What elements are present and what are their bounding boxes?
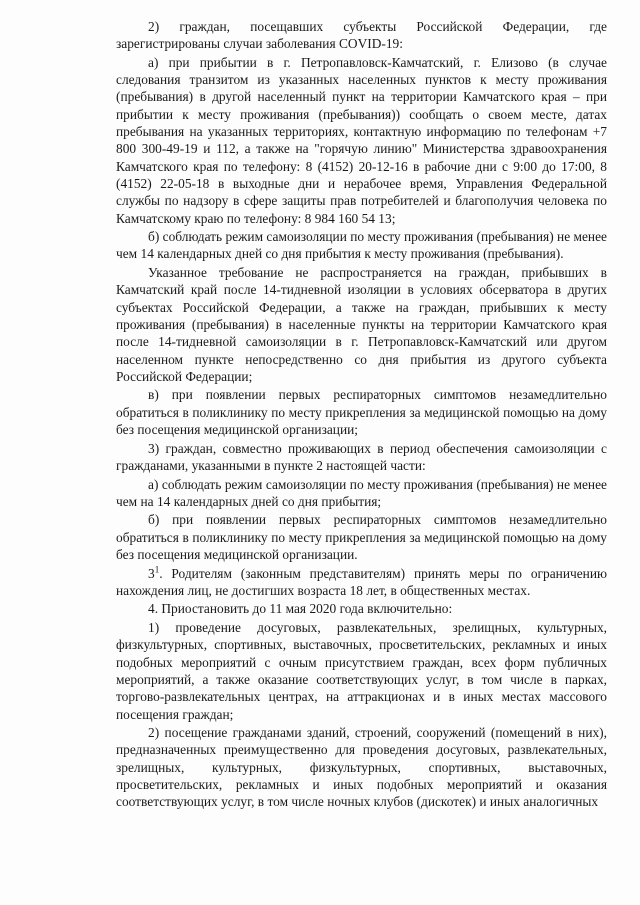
clause-superscript: 1 xyxy=(154,564,160,575)
document-body xyxy=(116,18,607,812)
clause-text: . Родителям (законным представителям) принять меры по ограничению нахождения лиц, не достигших возраста 18 лет, в общественных местах. xyxy=(116,565,607,598)
paragraph-3-1 xyxy=(116,565,607,600)
paragraph-4-2: 2) посещение гражданами зданий, строений, сооружений (помещений в них), предназначенных преимущественно для проведения досуговых, развлекательных, зрелищных, культурных, физкультурных, спортивных, выставочных, просветительских, рекламных и иных подобных мероприятий и оказания соответствующих услуг, в том числе ночных клубов (дискотек) и иных аналогичных xyxy=(116,725,607,810)
clause-number: 3 xyxy=(148,565,155,581)
paragraph-3a: а) соблюдать режим самоизоляции по месту проживания (пребывания) не менее чем на 14 календарных дней со дня прибытия; xyxy=(116,476,607,509)
paragraph-4: 4. Приостановить до 11 мая 2020 года включительно: xyxy=(148,601,453,617)
paragraph-2b: б) соблюдать режим самоизоляции по месту проживания (пребывания) не менее чем 14 календарных дней со дня прибытия к месту проживания (пребывания). xyxy=(116,229,607,262)
paragraph-4-1: 1) проведение досуговых, развлекательных, зрелищных, культурных, физкультурных, спортивных, выставочных, просветительских, рекламных и иных подобных мероприятий с очным присутствием граждан, всех форм публичных мероприятий, а также оказание соответствующих услуг, в том числе в парках, торгово-развлекательных центрах, на аттракционах и в иных местах массового посещения граждан; xyxy=(116,620,607,722)
paragraph-3b: б) при появлении первых респираторных симптомов незамедлительно обратиться в поликлинику по месту прикрепления за медицинской помощью на дому без посещения медицинской организации. xyxy=(116,512,607,562)
paragraph-3: 3) граждан, совместно проживающих в период обеспечения самоизоляции с гражданами, указанными в пункте 2 настоящей части: xyxy=(116,440,607,473)
paragraph-2v: в) при появлении первых респираторных симптомов незамедлительно обратиться в поликлинику по месту прикрепления за медицинской помощью на дому без посещения медицинской организации; xyxy=(116,387,607,438)
paragraph-2: 2) граждан, посещавших субъекты Российской Федерации, где зарегистрированы случаи заболевания COVID-19: xyxy=(116,19,607,52)
paragraph-2a: а) при прибытии в г. Петропавловск-Камчатский, г. Елизово (в случае следования транзитом из указанных населенных пунктов к месту проживания (пребывания) в другой населенный пункт на территории Камчатского края – при прибытии к месту проживания (пребывания)) сообщать о своем месте, датах пребывания на указанных территориях, контактную информацию по телефонам +7 800 300-49-19 и 112, а также на "горячую линию" Министерства здравоохранения Камчатского края по телефону: 8 (4152) 20-12-16 в рабочие дни с 9:00 до 17:00, 8 (4152) 22-05-18 в выходные дни и нерабочее время, Управления Федеральной службы по надзору в сфере защиты прав потребителей и благополучия человека по Камчатскому краю по телефону: 8 984 160 54 13; xyxy=(116,54,607,226)
paragraph-exception: Указанное требование не распространяется на граждан, прибывших в Камчатский край после 14-тидневной изоляции в условиях обсерватора в других субъектах Российской Федерации, а также на граждан, прибывших к месту проживания (пребывания) в населенные пункты на территории Камчатского края после 14-тидневной самоизоляции в г. Петропавловск-Камчатский или другом населенном пункте непосредственно со дня прибытия из другого субъекта Российской Федерации; xyxy=(116,265,607,384)
